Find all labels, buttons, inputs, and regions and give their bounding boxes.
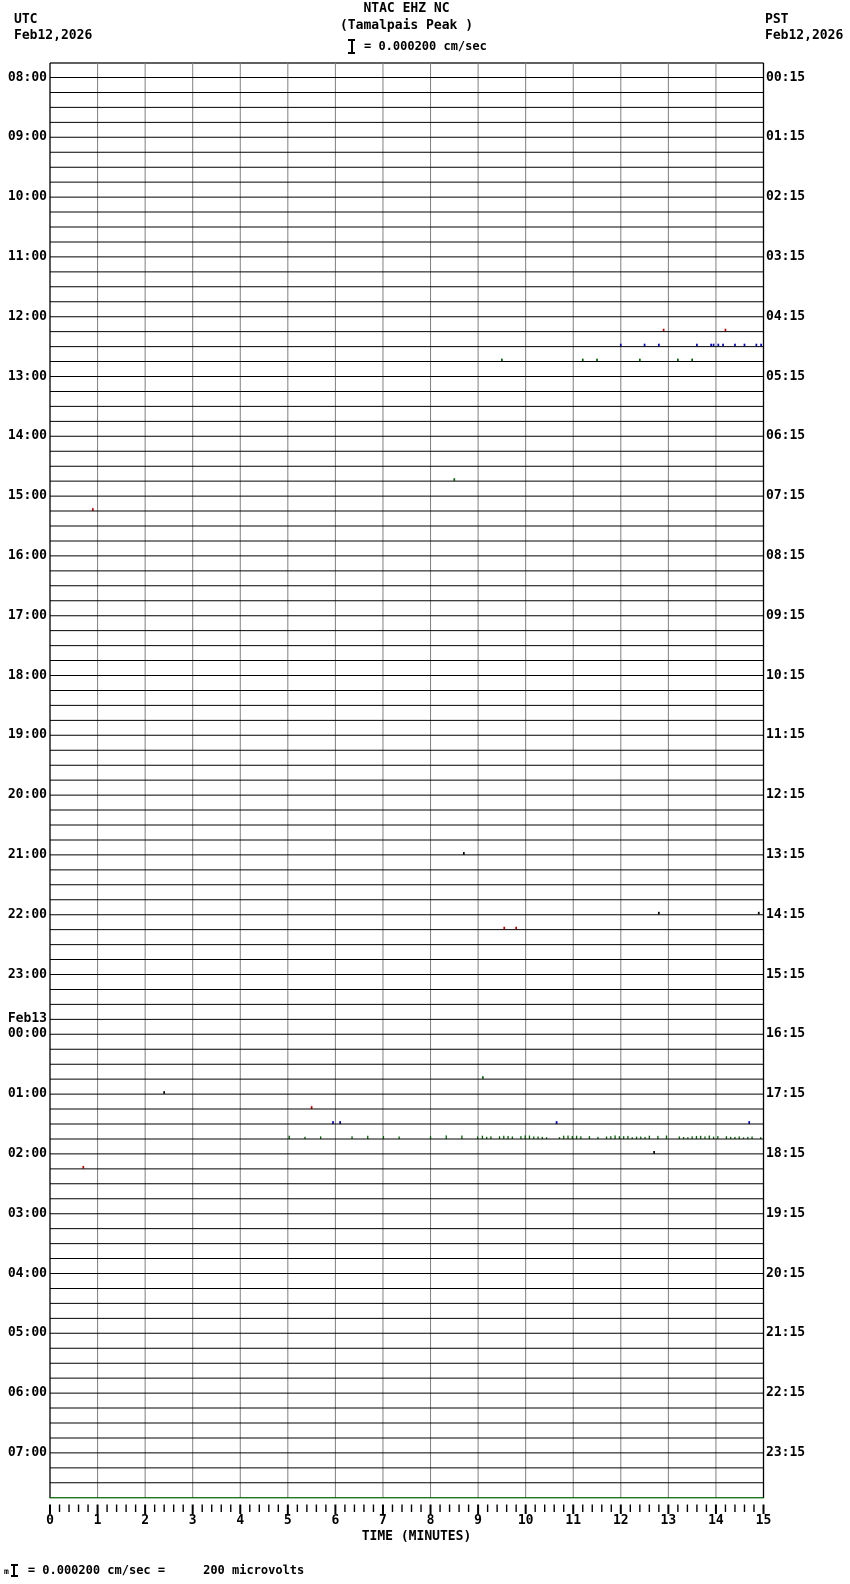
pst-hour-label: 22:15 bbox=[766, 1385, 806, 1401]
noise-event bbox=[507, 1136, 508, 1139]
utc-hour-label: 03:00 bbox=[7, 1205, 47, 1221]
noise-event bbox=[339, 1121, 341, 1123]
noise-event bbox=[525, 1135, 526, 1138]
utc-hour-label: 02:00 bbox=[7, 1145, 47, 1161]
pst-hour-label: 14:15 bbox=[766, 906, 806, 922]
utc-hour-label: 19:00 bbox=[7, 727, 47, 743]
noise-event bbox=[640, 1137, 641, 1139]
utc-hour-label: 17:00 bbox=[7, 607, 47, 623]
noise-event bbox=[556, 1121, 558, 1123]
noise-event bbox=[520, 1136, 521, 1138]
utc-hour-label: 20:00 bbox=[7, 787, 47, 803]
x-axis-tick-label: 4 bbox=[236, 1513, 245, 1528]
noise-event bbox=[696, 344, 698, 346]
footer-scale-equation: = 0.000200 cm/sec = bbox=[27, 1563, 166, 1577]
pst-hour-label: 01:15 bbox=[766, 129, 806, 145]
x-axis-tick-label: 10 bbox=[517, 1513, 534, 1528]
utc-date-label: Feb12,2026 bbox=[14, 28, 93, 43]
pst-timezone-label: PST bbox=[765, 12, 789, 27]
noise-event bbox=[726, 1136, 727, 1138]
utc-hour-label: 01:00 bbox=[7, 1086, 47, 1102]
pst-hour-label: 11:15 bbox=[766, 727, 806, 743]
noise-event bbox=[596, 359, 598, 361]
noise-event bbox=[542, 1137, 543, 1139]
x-axis-tick-label: 9 bbox=[474, 1513, 482, 1528]
x-axis-tick-label: 1 bbox=[93, 1513, 102, 1528]
pst-hour-label: 07:15 bbox=[766, 488, 806, 504]
pst-hour-label: 23:15 bbox=[766, 1444, 806, 1460]
noise-event bbox=[461, 1136, 462, 1139]
x-axis-tick-label: 5 bbox=[283, 1513, 292, 1528]
noise-event bbox=[744, 344, 746, 346]
noise-event bbox=[367, 1136, 368, 1139]
noise-event bbox=[649, 1136, 650, 1139]
x-axis-tick-label: 12 bbox=[612, 1513, 629, 1528]
footer-microvolts-text: 200 microvolts bbox=[203, 1563, 305, 1577]
noise-event bbox=[92, 508, 94, 510]
utc-timezone-label: UTC bbox=[14, 12, 38, 27]
noise-event bbox=[760, 344, 762, 346]
pst-hour-label: 21:15 bbox=[766, 1325, 806, 1341]
pst-date-label: Feb12,2026 bbox=[765, 28, 844, 43]
noise-event bbox=[537, 1136, 538, 1138]
x-axis-tick-label: 3 bbox=[188, 1513, 197, 1528]
pst-hour-label: 05:15 bbox=[766, 368, 806, 384]
utc-hour-label: 06:00 bbox=[7, 1385, 47, 1401]
noise-event bbox=[582, 359, 584, 361]
noise-event bbox=[756, 344, 758, 346]
noise-event bbox=[632, 1137, 633, 1138]
scale-label: = 0.000200 cm/sec bbox=[364, 39, 487, 53]
noise-event bbox=[748, 1121, 750, 1123]
noise-event bbox=[644, 344, 646, 346]
noise-event bbox=[453, 478, 455, 480]
noise-event bbox=[725, 329, 727, 331]
pst-hour-label: 03:15 bbox=[766, 248, 806, 264]
noise-event bbox=[683, 1137, 684, 1139]
noise-event bbox=[734, 1137, 735, 1139]
noise-event bbox=[559, 1137, 560, 1138]
noise-event bbox=[430, 1136, 431, 1138]
utc-hour-label: 23:00 bbox=[7, 966, 47, 982]
noise-event bbox=[747, 1137, 748, 1139]
noise-event bbox=[398, 1136, 399, 1138]
station-name-subtitle: (Tamalpais Peak ) bbox=[339, 18, 474, 33]
noise-event bbox=[572, 1136, 573, 1139]
noise-event bbox=[704, 1136, 705, 1138]
noise-event bbox=[709, 1136, 710, 1139]
pst-hour-label: 13:15 bbox=[766, 846, 806, 862]
pst-hour-label: 17:15 bbox=[766, 1086, 806, 1102]
noise-event bbox=[490, 1136, 491, 1138]
noise-event bbox=[658, 344, 660, 346]
utc-hour-label: 05:00 bbox=[7, 1325, 47, 1341]
utc-hour-label: 13:00 bbox=[7, 368, 47, 384]
noise-event bbox=[512, 1136, 513, 1138]
noise-event bbox=[446, 1135, 447, 1138]
noise-event bbox=[614, 1135, 615, 1138]
noise-event bbox=[666, 1136, 667, 1139]
noise-event bbox=[515, 927, 517, 929]
noise-event bbox=[529, 1136, 530, 1139]
noise-event bbox=[713, 1137, 714, 1139]
pst-hour-label: 09:15 bbox=[766, 607, 806, 623]
utc-hour-label: 12:00 bbox=[7, 308, 47, 324]
noise-event bbox=[620, 344, 622, 346]
noise-event bbox=[482, 1136, 483, 1139]
noise-event bbox=[499, 1136, 500, 1138]
noise-event bbox=[636, 1137, 637, 1139]
x-axis-tick-label: 14 bbox=[708, 1513, 724, 1528]
noise-event bbox=[482, 1076, 484, 1078]
pst-hour-label: 00:15 bbox=[766, 69, 806, 85]
noise-event bbox=[713, 344, 715, 346]
pst-hour-label: 10:15 bbox=[766, 667, 806, 683]
x-axis-tick-label: 13 bbox=[660, 1513, 677, 1528]
noise-event bbox=[567, 1136, 568, 1139]
footer-marker-glyph: m bbox=[4, 1567, 9, 1576]
noise-event bbox=[657, 1136, 658, 1139]
noise-event bbox=[501, 359, 503, 361]
utc-hour-label: 08:00 bbox=[7, 69, 47, 85]
noise-event bbox=[730, 1137, 731, 1139]
pst-hour-label: 18:15 bbox=[766, 1145, 806, 1161]
noise-event bbox=[383, 1136, 384, 1139]
pst-hour-label: 20:15 bbox=[766, 1265, 806, 1281]
noise-event bbox=[311, 1106, 313, 1108]
x-axis-tick-label: 15 bbox=[755, 1513, 772, 1528]
noise-event bbox=[692, 1136, 693, 1138]
noise-event bbox=[563, 1136, 564, 1139]
x-axis-tick-label: 7 bbox=[379, 1513, 387, 1528]
noise-event bbox=[758, 912, 760, 914]
noise-event bbox=[696, 1136, 697, 1139]
x-axis-title: TIME (MINUTES) bbox=[361, 1529, 472, 1544]
noise-event bbox=[722, 344, 724, 346]
utc-hour-label: 16:00 bbox=[7, 547, 47, 563]
pst-hour-label: 08:15 bbox=[766, 547, 806, 563]
noise-event bbox=[463, 852, 465, 854]
noise-event bbox=[734, 344, 736, 346]
station-title: NTAC EHZ NC bbox=[363, 1, 450, 16]
noise-event bbox=[717, 344, 719, 346]
noise-event bbox=[653, 1151, 655, 1153]
noise-event bbox=[503, 1136, 504, 1139]
noise-event bbox=[743, 1137, 744, 1138]
noise-event bbox=[82, 1166, 84, 1168]
noise-event bbox=[663, 329, 665, 331]
x-axis-tick-label: 8 bbox=[426, 1513, 435, 1528]
footer-scale-bar-icon bbox=[11, 1564, 18, 1577]
noise-event bbox=[627, 1136, 628, 1139]
noise-event bbox=[739, 1136, 740, 1138]
noise-event bbox=[644, 1137, 645, 1139]
noise-event bbox=[304, 1137, 305, 1139]
pst-hour-label: 16:15 bbox=[766, 1026, 806, 1042]
noise-event bbox=[580, 1136, 581, 1138]
noise-event bbox=[503, 927, 505, 929]
utc-hour-label: 22:00 bbox=[7, 906, 47, 922]
utc-hour-label: 04:00 bbox=[7, 1265, 47, 1281]
noise-event bbox=[760, 1137, 761, 1138]
noise-event bbox=[486, 1137, 487, 1139]
noise-event bbox=[589, 1136, 590, 1138]
utc-hour-label: 21:00 bbox=[7, 846, 47, 862]
noise-event bbox=[597, 1137, 598, 1139]
pst-hour-label: 06:15 bbox=[766, 428, 806, 444]
noise-event bbox=[639, 359, 641, 361]
utc-hour-label: 18:00 bbox=[7, 667, 47, 683]
noise-event bbox=[610, 1136, 611, 1138]
x-axis-tick-label: 11 bbox=[565, 1513, 582, 1528]
noise-event bbox=[477, 1136, 478, 1138]
noise-event bbox=[700, 1136, 701, 1139]
noise-event bbox=[691, 359, 693, 361]
noise-event bbox=[163, 1091, 165, 1093]
noise-event bbox=[289, 1136, 290, 1139]
pst-hour-label: 12:15 bbox=[766, 787, 806, 803]
pst-hour-label: 04:15 bbox=[766, 308, 806, 324]
noise-event bbox=[710, 344, 712, 346]
utc-hour-label: 09:00 bbox=[7, 129, 47, 145]
noise-event bbox=[677, 359, 679, 361]
noise-event bbox=[546, 1137, 547, 1138]
noise-event bbox=[623, 1136, 624, 1138]
noise-event bbox=[320, 1136, 321, 1138]
footer-scale-note bbox=[4, 1563, 304, 1577]
noise-event bbox=[717, 1136, 718, 1138]
noise-event bbox=[619, 1136, 620, 1138]
noise-event bbox=[606, 1136, 607, 1138]
utc-hour-label: 11:00 bbox=[7, 248, 47, 264]
utc-hour-label: 07:00 bbox=[7, 1444, 47, 1460]
pst-hour-label: 15:15 bbox=[766, 966, 806, 982]
noise-event bbox=[751, 1136, 752, 1138]
date-change-label: Feb13 bbox=[7, 1011, 47, 1027]
noise-event bbox=[351, 1136, 352, 1138]
noise-event bbox=[687, 1137, 688, 1138]
noise-event bbox=[533, 1136, 534, 1138]
x-axis-tick-label: 0 bbox=[46, 1513, 54, 1528]
pst-hour-label: 02:15 bbox=[766, 189, 806, 205]
noise-event bbox=[679, 1136, 680, 1138]
utc-hour-label: 00:00 bbox=[7, 1026, 47, 1042]
utc-hour-label: 10:00 bbox=[7, 189, 47, 205]
noise-event bbox=[658, 912, 660, 914]
noise-event bbox=[576, 1136, 577, 1139]
pst-hour-label: 19:15 bbox=[766, 1205, 806, 1221]
utc-hour-label: 15:00 bbox=[7, 488, 47, 504]
noise-event bbox=[332, 1121, 334, 1123]
x-axis-tick-label: 6 bbox=[331, 1513, 340, 1528]
utc-hour-label: 14:00 bbox=[7, 428, 47, 444]
x-axis-tick-label: 2 bbox=[141, 1513, 150, 1528]
